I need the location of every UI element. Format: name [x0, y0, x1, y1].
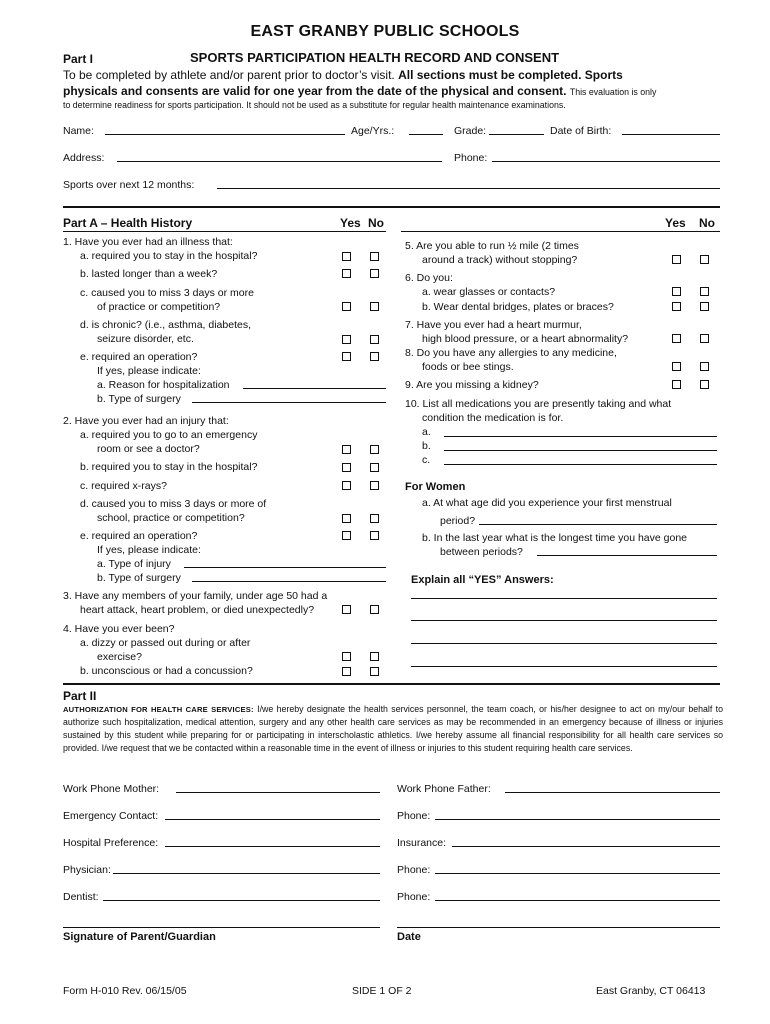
surgery-type-field-1[interactable]: [192, 402, 386, 403]
q2e-yes-checkbox[interactable]: [342, 531, 351, 540]
hospital-preference-label: Hospital Preference:: [63, 837, 159, 849]
q9-yes-checkbox[interactable]: [672, 380, 681, 389]
insurance-label: Insurance:: [397, 837, 447, 849]
q1a-yes-checkbox[interactable]: [342, 252, 351, 261]
question-7-cont: high blood pressure, or a heart abnormality?: [422, 333, 629, 345]
explain-line-4[interactable]: [411, 666, 717, 667]
medication-b-field[interactable]: [444, 450, 717, 451]
q5-yes-checkbox[interactable]: [672, 255, 681, 264]
question-3: 3. Have any members of your family, under age 50 had a: [63, 590, 328, 602]
question-2e-injury: a. Type of injury: [97, 558, 171, 570]
q1d-no-checkbox[interactable]: [370, 335, 379, 344]
dentist-field[interactable]: [103, 900, 380, 901]
q9-no-checkbox[interactable]: [700, 380, 709, 389]
name-field[interactable]: [105, 134, 345, 135]
question-1e-indicate: If yes, please indicate:: [97, 365, 201, 377]
page-side: SIDE 1 OF 2: [352, 985, 412, 997]
q2a-yes-checkbox[interactable]: [342, 445, 351, 454]
explain-line-2[interactable]: [411, 620, 717, 621]
signature-field[interactable]: [63, 927, 380, 928]
grade-label: Grade:: [454, 125, 487, 137]
q6b-yes-checkbox[interactable]: [672, 302, 681, 311]
explain-line-3[interactable]: [411, 643, 717, 644]
question-1e-reason: a. Reason for hospitalization: [97, 379, 230, 391]
explain-line-1[interactable]: [411, 598, 717, 599]
part-ii-title: Part II: [63, 689, 97, 703]
q2d-yes-checkbox[interactable]: [342, 514, 351, 523]
q1a-no-checkbox[interactable]: [370, 252, 379, 261]
work-phone-father-label: Work Phone Father:: [397, 783, 491, 795]
physician-field[interactable]: [113, 873, 380, 874]
part-a-title: Part A – Health History: [63, 216, 193, 230]
question-2e-surgery: b. Type of surgery: [97, 572, 181, 584]
q1b-yes-checkbox[interactable]: [342, 269, 351, 278]
q1e-yes-checkbox[interactable]: [342, 352, 351, 361]
question-4b: b. unconscious or had a concussion?: [80, 665, 253, 677]
q8-yes-checkbox[interactable]: [672, 362, 681, 371]
dob-field[interactable]: [622, 134, 720, 135]
q6b-no-checkbox[interactable]: [700, 302, 709, 311]
injury-type-field[interactable]: [184, 567, 386, 568]
q8-no-checkbox[interactable]: [700, 362, 709, 371]
q2d-no-checkbox[interactable]: [370, 514, 379, 523]
question-2a-cont: room or see a doctor?: [97, 443, 200, 455]
medication-c-field[interactable]: [444, 464, 717, 465]
phone-field[interactable]: [492, 161, 720, 162]
work-phone-mother-label: Work Phone Mother:: [63, 783, 160, 795]
emergency-phone-label: Phone:: [397, 810, 431, 822]
question-1d: d. is chronic? (i.e., asthma, diabetes,: [80, 319, 251, 331]
grade-field[interactable]: [489, 134, 544, 135]
q2c-yes-checkbox[interactable]: [342, 481, 351, 490]
emergency-phone-field[interactable]: [435, 819, 720, 820]
q6a-no-checkbox[interactable]: [700, 287, 709, 296]
authorization-text: I/we hereby designate the health services personnel, the team coach, or his/her designee to act on my/our behalf to authorize such hospitalization, medical attention, surgery and any other health care services as may be recommended in an emergency because of illness or injuries sustained by this student while preparing for or participating in interscholastic athletics. I/we hereby assume all financial responsibility for all health care services so provided. I/we request that we be contacted within a reasonable time in the event of illness or injuries to this student requiring health care services.: [63, 704, 723, 753]
yes-header-right: Yes: [665, 216, 686, 230]
insurance-field[interactable]: [452, 846, 720, 847]
intro-bold-2: physicals and consents are valid for one year from the date of the physical and consent.: [63, 84, 567, 98]
question-9: 9. Are you missing a kidney?: [405, 379, 539, 391]
form-subtitle: SPORTS PARTICIPATION HEALTH RECORD AND CONSENT: [190, 50, 560, 65]
question-1c-cont: of practice or competition?: [97, 301, 221, 313]
q2a-no-checkbox[interactable]: [370, 445, 379, 454]
date-field[interactable]: [397, 927, 720, 928]
authorization-lead: AUTHORIZATION FOR HEALTH CARE SERVICES:: [63, 705, 254, 714]
q5-no-checkbox[interactable]: [700, 255, 709, 264]
women-question-b-cont: between periods?: [440, 546, 523, 558]
medication-c-label: c.: [422, 454, 431, 466]
q4a-no-checkbox[interactable]: [370, 652, 379, 661]
dentist-phone-field[interactable]: [435, 900, 720, 901]
part-a-rule-left: [63, 231, 386, 232]
q2e-no-checkbox[interactable]: [370, 531, 379, 540]
question-1e-surgery: b. Type of surgery: [97, 393, 181, 405]
q2b-yes-checkbox[interactable]: [342, 463, 351, 472]
physician-phone-label: Phone:: [397, 864, 431, 876]
q7-yes-checkbox[interactable]: [672, 334, 681, 343]
intro-bold-1: All sections must be completed. Sports: [398, 68, 623, 82]
question-5: 5. Are you able to run ½ mile (2 times: [405, 240, 579, 252]
q1d-yes-checkbox[interactable]: [342, 335, 351, 344]
dob-label: Date of Birth:: [550, 125, 612, 137]
explain-yes-heading: Explain all “YES” Answers:: [411, 574, 554, 586]
q2c-no-checkbox[interactable]: [370, 481, 379, 490]
question-2d-cont: school, practice or competition?: [97, 512, 245, 524]
question-2a: a. required you to go to an emergency: [80, 429, 258, 441]
address-label: Address:: [63, 152, 105, 164]
sports-field[interactable]: [217, 188, 720, 189]
question-10-cont: condition the medication is for.: [422, 412, 564, 424]
question-4a: a. dizzy or passed out during or after: [80, 637, 251, 649]
emergency-contact-label: Emergency Contact:: [63, 810, 159, 822]
address-field[interactable]: [117, 161, 442, 162]
question-2e: e. required an operation?: [80, 530, 198, 542]
signature-label: Signature of Parent/Guardian: [63, 931, 216, 943]
first-period-age-field[interactable]: [479, 524, 717, 525]
q1b-no-checkbox[interactable]: [370, 269, 379, 278]
q7-no-checkbox[interactable]: [700, 334, 709, 343]
no-header-right: No: [699, 216, 715, 230]
question-3-cont: heart attack, heart problem, or died unexpectedly?: [80, 604, 315, 616]
question-8-cont: foods or bee stings.: [422, 361, 514, 373]
intro-line-2: [63, 84, 656, 98]
question-4: 4. Have you ever been?: [63, 623, 175, 635]
q4b-no-checkbox[interactable]: [370, 667, 379, 676]
q1c-yes-checkbox[interactable]: [342, 302, 351, 311]
q6a-yes-checkbox[interactable]: [672, 287, 681, 296]
medication-a-label: a.: [422, 426, 431, 438]
intro-plain: To be completed by athlete and/or parent prior to doctor’s visit.: [63, 68, 395, 82]
question-6: 6. Do you:: [405, 272, 453, 284]
emergency-contact-field[interactable]: [165, 819, 380, 820]
q3-no-checkbox[interactable]: [370, 605, 379, 614]
divider-part-ii: [63, 683, 720, 685]
question-1b: b. lasted longer than a week?: [80, 268, 218, 280]
age-field[interactable]: [409, 134, 443, 135]
no-header-left: No: [368, 216, 384, 230]
part-i-label: Part I: [63, 52, 94, 66]
question-6b: b. Wear dental bridges, plates or braces?: [422, 301, 614, 313]
date-label: Date: [397, 931, 421, 943]
form-number: Form H-010 Rev. 06/15/05: [63, 985, 187, 997]
women-question-b: b. In the last year what is the longest time you have gone: [422, 532, 687, 544]
question-8: 8. Do you have any allergies to any medicine,: [405, 347, 617, 359]
work-phone-mother-field[interactable]: [176, 792, 380, 793]
age-label: Age/Yrs.:: [351, 125, 395, 137]
question-1: 1. Have you ever had an illness that:: [63, 236, 233, 248]
surgery-type-field-2[interactable]: [192, 581, 386, 582]
phone-label: Phone:: [454, 152, 488, 164]
dentist-phone-label: Phone:: [397, 891, 431, 903]
q1e-no-checkbox[interactable]: [370, 352, 379, 361]
dentist-label: Dentist:: [63, 891, 99, 903]
question-5-cont: around a track) without stopping?: [422, 254, 578, 266]
women-question-a-cont: period?: [440, 515, 476, 527]
intro-line-3: to determine readiness for sports participation. It should not be used as a substitute for regular health maintenance examinations.: [63, 100, 566, 110]
q4a-yes-checkbox[interactable]: [342, 652, 351, 661]
question-6a: a. wear glasses or contacts?: [422, 286, 556, 298]
physician-label: Physician:: [63, 864, 111, 876]
question-2: 2. Have you ever had an injury that:: [63, 415, 229, 427]
sports-label: Sports over next 12 months:: [63, 179, 195, 191]
longest-gap-field[interactable]: [537, 555, 717, 556]
for-women-heading: For Women: [405, 481, 466, 493]
question-2c: c. required x-rays?: [80, 480, 167, 492]
divider-top: [63, 206, 720, 208]
question-2e-indicate: If yes, please indicate:: [97, 544, 201, 556]
question-1c: c. caused you to miss 3 days or more: [80, 287, 254, 299]
intro-small-1: This evaluation is only: [569, 87, 657, 97]
part-a-rule-right: [401, 231, 720, 232]
name-label: Name:: [63, 125, 94, 137]
authorization-paragraph: [63, 703, 723, 755]
question-1e: e. required an operation?: [80, 351, 198, 363]
hospital-preference-field[interactable]: [165, 846, 380, 847]
reason-hospitalization-field[interactable]: [243, 388, 386, 389]
question-7: 7. Have you ever had a heart murmur,: [405, 319, 582, 331]
physician-phone-field[interactable]: [435, 873, 720, 874]
question-4a-cont: exercise?: [97, 651, 142, 663]
school-location: East Granby, CT 06413: [596, 985, 706, 997]
work-phone-father-field[interactable]: [505, 792, 720, 793]
q1c-no-checkbox[interactable]: [370, 302, 379, 311]
page-title: EAST GRANBY PUBLIC SCHOOLS: [250, 23, 520, 40]
question-1a: a. required you to stay in the hospital?: [80, 250, 258, 262]
medication-b-label: b.: [422, 440, 431, 452]
question-2d: d. caused you to miss 3 days or more of: [80, 498, 267, 510]
yes-header-left: Yes: [340, 216, 361, 230]
question-1d-cont: seizure disorder, etc.: [97, 333, 194, 345]
q4b-yes-checkbox[interactable]: [342, 667, 351, 676]
intro-line-1: [63, 68, 623, 82]
q3-yes-checkbox[interactable]: [342, 605, 351, 614]
medication-a-field[interactable]: [444, 436, 717, 437]
question-2b: b. required you to stay in the hospital?: [80, 461, 258, 473]
women-question-a: a. At what age did you experience your first menstrual: [422, 497, 672, 509]
q2b-no-checkbox[interactable]: [370, 463, 379, 472]
question-10: 10. List all medications you are presently taking and what: [405, 398, 672, 410]
